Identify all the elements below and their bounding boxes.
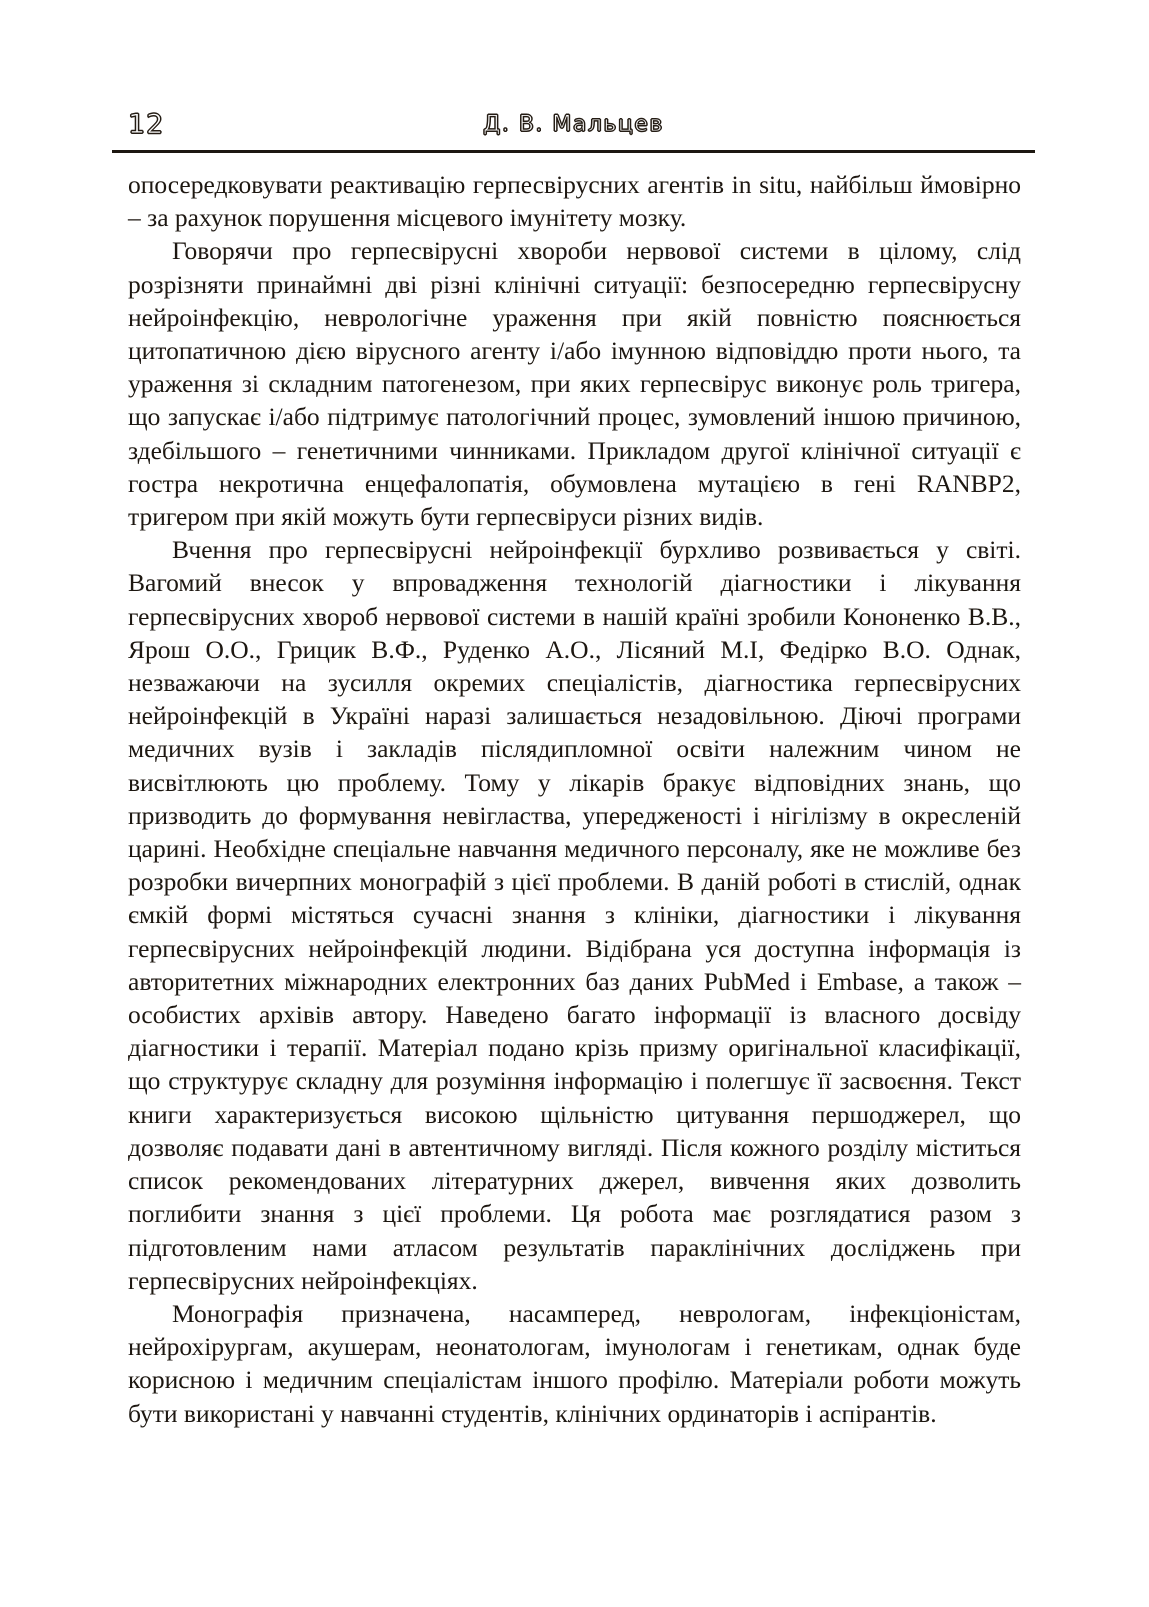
paragraph: Вчення про герпесвірусні нейроінфекції бурхливо розвивається у світі. Вагомий внесок у впровадження технологій діагностики і лікування герпесвірусних хвороб нервової системи в нашій країні зробили Кононенко В.В., Ярош О.О., Грицик В.Ф., Руденко А.О., Лісяний М.І, Федірко В.О. Однак, незважаючи на зусилля окремих спеціалістів, діагностика герпесвірусних нейроінфекцій в Україні наразі залишається незадовільною. Діючі програми медичних вузів і закладів післядипломної освіти належним чином не висвітлюють цю проблему. Тому у лікарів бракує відповідних знань, що призводить до формування невігластва, упередженості і нігілізму в окресленій царині. Необхідне спеціальне навчання медичного персоналу, яке не можливе без розробки вичерпних монографій з цієї проблеми. В даній роботі в стислій, однак ємкій формі містяться сучасні знання з клініки, діагностики і лікування герпесвірусних нейроінфекцій людини. Відібрана уся доступна інформація із авторитетних міжнародних електронних баз даних PubMed і Embase, а також – особистих архівів автору. Наведено багато інформації із власного досвіду діагностики і терапії. Матеріал подано крізь призму оригінальної класифікації, що структурує складну для розуміння інформацію і полегшує її засвоєння. Текст книги характеризується високою щільністю цитування першоджерел, що дозволяє подавати дані в автентичному вигляді. Після кожного розділу міститься список рекомендованих літературних джерел, вивчення яких дозволить поглибити знання з цієї проблеми. Ця робота має розглядатися разом з підготовленим нами атласом результатів параклінічних досліджень при герпесвірусних нейроінфекціях. xyxy=(128,535,1021,1295)
paragraph: Говорячи про герпесвірусні хвороби нервової системи в цілому, слід розрізняти принаймні дві різні клінічні ситуації: безпосередню герпесвірусну нейроінфекцію, неврологічне ураження при якій повністю пояснюється цитопатичною дією вірусного агенту і/або імунною відповіддю проти нього, та ураження зі складним патогенезом, при яких герпесвірус виконує роль тригера, що запускає і/або підтримує патологічний процес, зумовлений іншою причиною, здебільшого – генетичними чинниками. Прикладом другої клінічної ситуації є гостра некротична енцефалопатія, обумовлена мутацією в гені RANBP2, тригером при якій можуть бути герпесвіруси різних видів. xyxy=(128,236,1021,532)
running-head-author: Д. В. Мальцев xyxy=(483,112,664,137)
page-number: 12 xyxy=(128,109,165,140)
running-head xyxy=(112,108,1035,150)
header-divider-rule xyxy=(112,150,1035,153)
paragraph: Монографія призначена, насамперед, неврологам, інфекціоністам, нейрохірургам, акушерам, неонатологам, імунологам і генетикам, однак буде корисною і медичним спеціалістам іншого профілю. Матеріали роботи можуть бути використані у навчанні студентів, клінічних ординаторів і аспірантів. xyxy=(128,1298,1021,1428)
body-text-column xyxy=(128,168,1021,1430)
paragraph: опосередковувати реактивацію герпесвірусних агентів in situ, найбільш ймовірно – за рахунок порушення місцевого імунітету мозку. xyxy=(128,170,1021,233)
